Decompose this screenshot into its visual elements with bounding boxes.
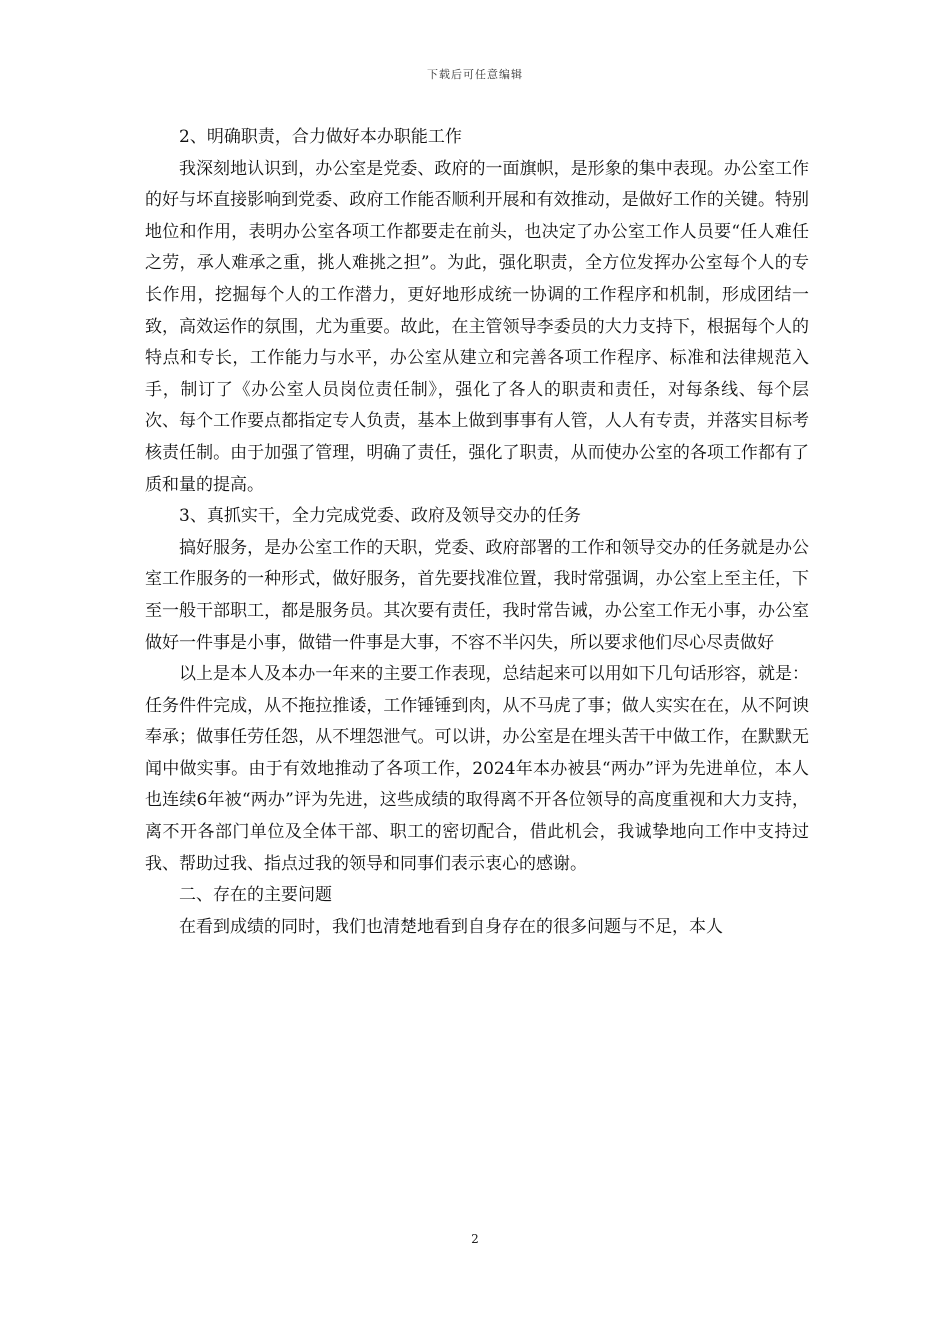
section-heading-3: 3、真抓实干，全力完成党委、政府及领导交办的任务 (179, 506, 581, 527)
document-body (145, 122, 809, 943)
summary-paragraph: 以上是本人及本办一年来的主要工作表现，总结起来可以用如下几句话形容，就是：任务件件完成，从不拖拉推诿，工作锤锤到肉，从不马虎了事；做人实实在在，从不阿谀奉承；做事任劳任怨，从不埋怨泄气。可以讲，办公室是在埋头苦干中做工作，在默默无闻中做实事。由于有效地推动了各项工作，2024年本办被县“两办”评为先进单位，本人也连续6年被“两办”评为先进，这些成绩的取得离不开各位领导的高度重视和大力支持，离不开各部门单位及全体干部、职工的密切配合，借此机会，我诚挚地向工作中支持过我、帮助过我、指点过我的领导和同事们表示衷心的感谢。 (145, 664, 809, 874)
problems-paragraph: 在看到成绩的同时，我们也清楚地看到自身存在的很多问题与不足，本人 (179, 916, 723, 937)
page-number: 2 (471, 1232, 479, 1246)
section-paragraph-2: 我深刻地认识到，办公室是党委、政府的一面旗帜，是形象的集中表现。办公室工作的好与坏直接影响到党委、政府工作能否顺利开展和有效推动，是做好工作的关键。特别地位和作用，表明办公室各项工作都要走在前头，也决定了办公室工作人员要“任人难任之劳，承人难承之重，挑人难挑之担”。为此，强化职责，全方位发挥办公室每个人的专长作用，挖掘每个人的工作潜力，更好地形成统一协调的工作程序和机制，形成团结一致，高效运作的氛围，尤为重要。故此，在主管领导李委员的大力支持下，根据每个人的特点和专长，工作能力与水平，办公室从建立和完善各项工作程序、标准和法律规范入手，制订了《办公室人员岗位责任制》，强化了各人的职责和责任，对每条线、每个层次、每个工作要点都指定专人负责，基本上做到事事有人管，人人有专责，并落实目标考核责任制。由于加强了管理，明确了责任，强化了职责，从而使办公室的各项工作都有了质和量的提高。 (145, 158, 809, 495)
section-paragraph-3: 搞好服务，是办公室工作的天职，党委、政府部署的工作和领导交办的任务就是办公室工作服务的一种形式，做好服务，首先要找准位置，我时常强调，办公室上至主任，下至一般干部职工，都是服务员。其次要有责任，我时常告诫，办公室工作无小事，办公室做好一件事是小事，做错一件事是大事，不容不半闪失，所以要求他们尽心尽责做好 (145, 537, 809, 653)
page-header: 下载后可任意编辑 (427, 68, 523, 81)
section-heading-2: 2、明确职责，合力做好本办职能工作 (179, 127, 462, 147)
problems-heading: 二、存在的主要问题 (179, 885, 332, 906)
